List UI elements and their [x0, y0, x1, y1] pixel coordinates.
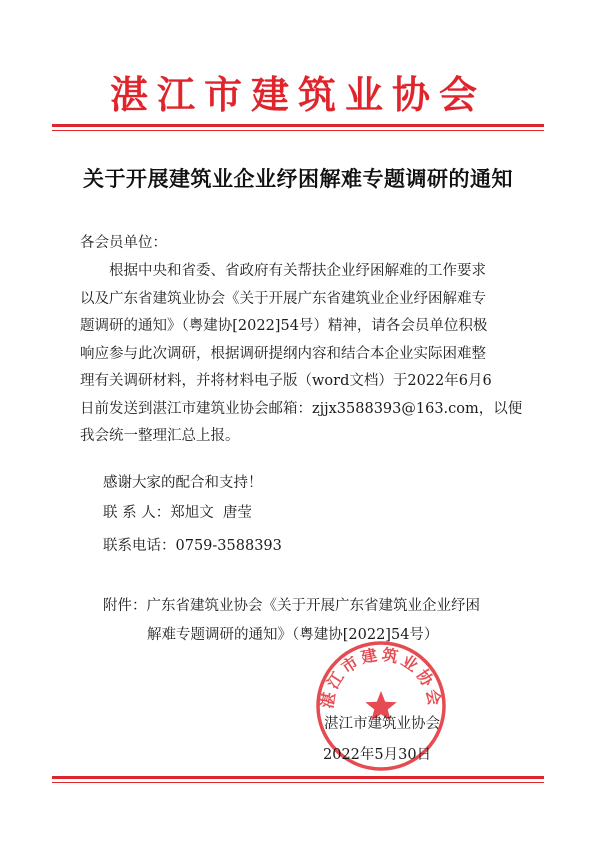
body-paragraph — [80, 258, 530, 451]
contact-phone — [103, 534, 282, 555]
letterhead-rule-thin — [52, 130, 544, 131]
thanks-line: 感谢大家的配合和支持！ — [103, 475, 263, 491]
body-line: 理有关调研材料，并将材料电子版（word文档）于2022年6月6 — [80, 373, 492, 389]
attachment-label: 附件： — [103, 598, 147, 614]
contact-label: 联 系 人： — [103, 505, 171, 521]
body-line: 日前发送到湛江市建筑业协会邮箱：zjjx3588393@163.com，以便 — [80, 400, 523, 417]
letterhead-rule-thick — [52, 124, 544, 127]
attachment-line: 解难专题调研的通知》（粤建协[2022]54号） — [147, 627, 439, 643]
contact-person — [103, 501, 252, 522]
contact-names: 郑旭文 唐莹 — [170, 505, 252, 521]
body-line: 题调研的通知》（粤建协[2022]54号）精神，请各会员单位积极 — [80, 318, 488, 334]
body-line: 响应参与此次调研，根据调研提纲内容和结合本企业实际困难整 — [80, 345, 486, 362]
footer-rule-thin — [52, 782, 544, 783]
signature-org: 湛江市建筑业协会 — [324, 716, 440, 732]
letterhead-org-name: 湛江市建筑业协会 — [109, 72, 486, 117]
signature-date: 2022年5月30日 — [323, 747, 432, 763]
phone-label: 联系电话： — [103, 538, 176, 554]
body-line: 根据中央和省委、省政府有关帮扶企业纾困解难的工作要求 — [109, 263, 486, 279]
body-line: 以及广东省建筑业协会《关于开展广东省建筑业企业纾困解难专 — [80, 290, 486, 307]
footer-rule-thick — [52, 776, 544, 779]
seal-text: 湛江市建筑业协会 — [317, 644, 445, 710]
document-title: 关于开展建筑业企业纾困解难专题调研的通知 — [83, 166, 513, 191]
body-line: 我会统一整理汇总上报。 — [80, 428, 240, 444]
salutation: 各会员单位： — [80, 235, 167, 251]
attachment-line: 广东省建筑业协会《关于开展广东省建筑业企业纾困 — [146, 598, 480, 614]
phone-number: 0759-3588393 — [175, 538, 282, 554]
